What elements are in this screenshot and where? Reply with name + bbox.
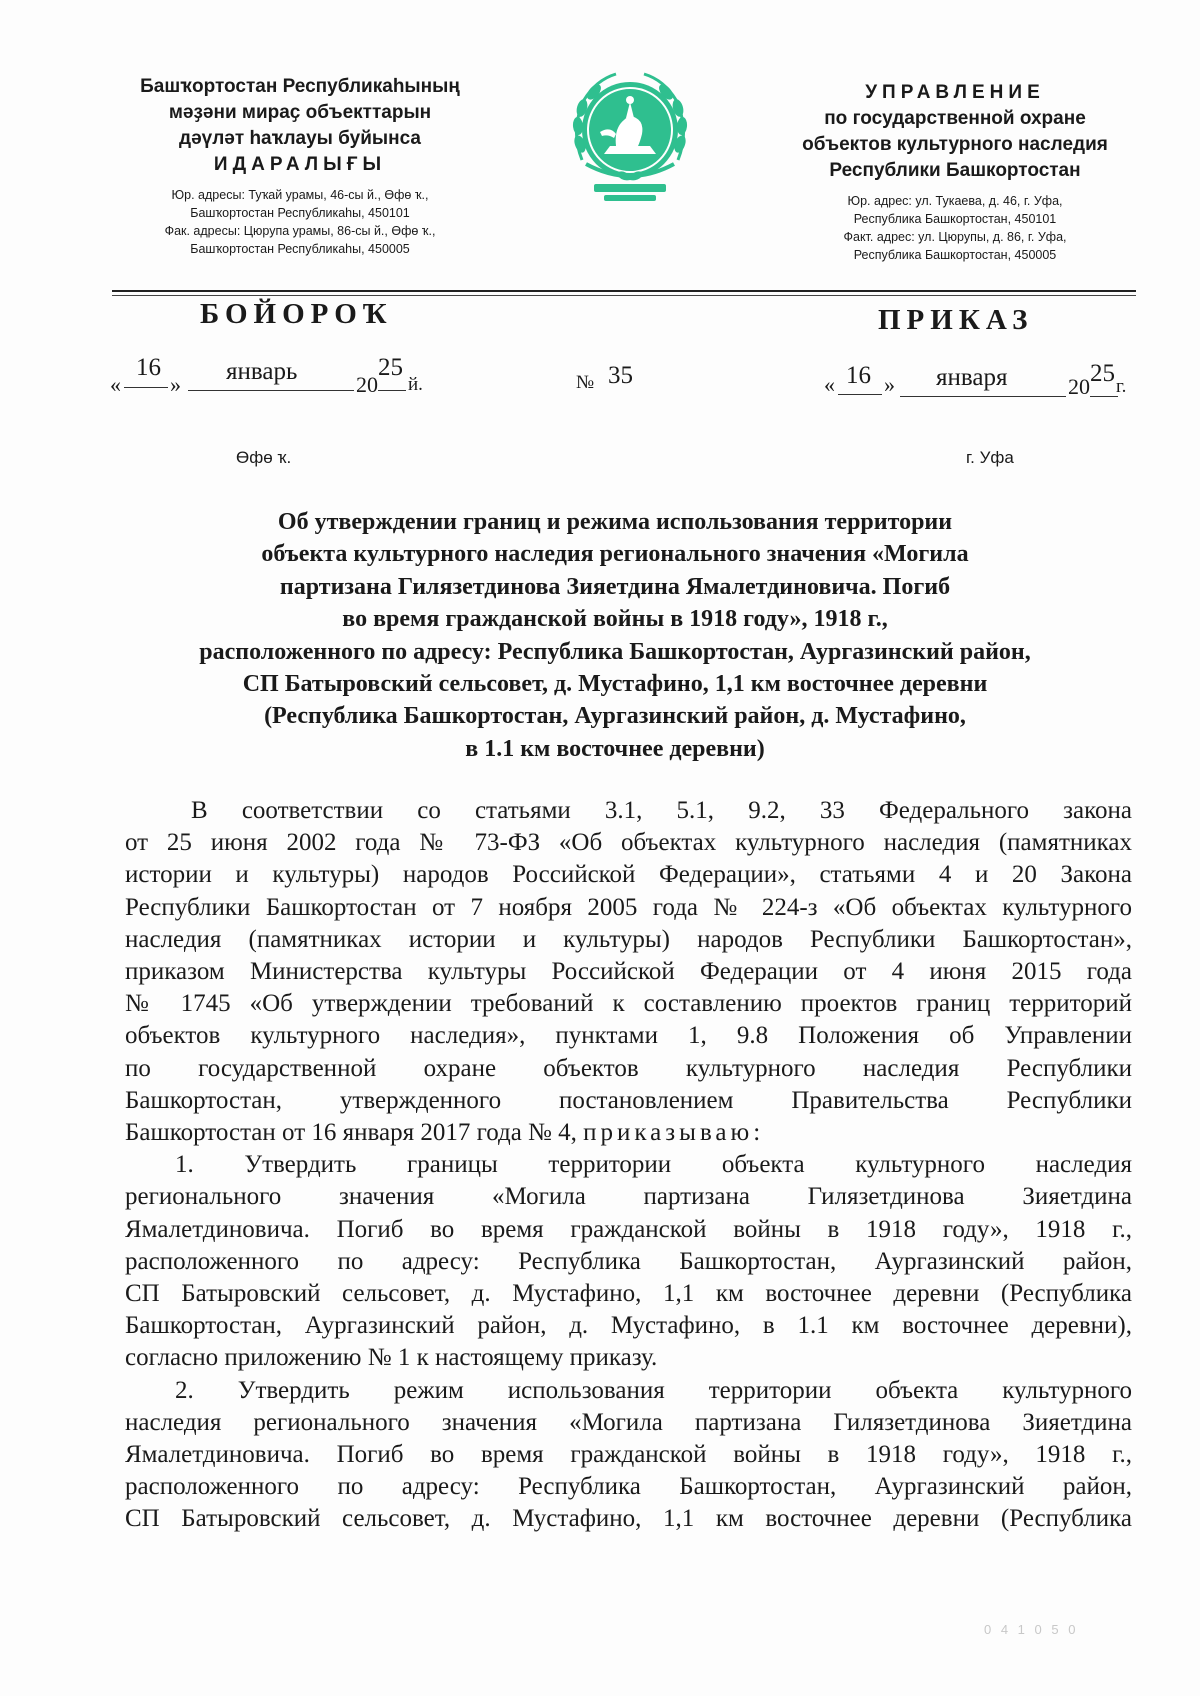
underline xyxy=(188,390,354,391)
underline xyxy=(124,387,168,388)
body-line: по государственной охране объектов культурного наследия Республики xyxy=(125,1054,1132,1082)
item-line: СП Батыровский сельсовет, д. Мустафино, 1,1 км восточнее деревни (Республика xyxy=(125,1505,1132,1533)
open-quote: « xyxy=(110,372,121,397)
year-suffix-right: 25 xyxy=(1090,360,1115,387)
order-number: 35 xyxy=(608,362,633,389)
item-line: расположенного по адресу: Республика Башкортостан, Аургазинский район, xyxy=(125,1247,1132,1275)
item-line: 1. Утвердить границы территории объекта культурного наследия xyxy=(175,1151,1132,1179)
doc-title-russian: ПРИКАЗ xyxy=(878,304,1034,336)
address-line: Башҡортостан Республикаһы, 450101 xyxy=(190,206,410,220)
header-divider-thin xyxy=(112,295,1136,296)
year-unit-left: й. xyxy=(408,374,423,395)
header-left-bashkir xyxy=(100,74,500,258)
item-line: Ямалетдиновича. Погиб во время гражданской войны в 1918 году», 1918 г., xyxy=(125,1215,1132,1243)
item-line: Ямалетдиновича. Погиб во время гражданской войны в 1918 году», 1918 г., xyxy=(125,1441,1132,1469)
order-word: приказываю: xyxy=(583,1119,765,1147)
address-line: Факт. адрес: ул. Цюрупы, д. 86, г. Уфа, xyxy=(843,230,1067,244)
underline xyxy=(378,390,406,391)
org-name-line: УПРАВЛЕНИЕ xyxy=(865,82,1045,103)
body-line: № 1745 «Об утверждении требований к составлению проектов границ территорий xyxy=(125,990,1132,1018)
item-line: расположенного по адресу: Республика Башкортостан, Аургазинский район, xyxy=(125,1473,1132,1501)
address-line: Юр. адресы: Туҡай урамы, 46-сы й., Өфө ҡ., xyxy=(171,188,429,202)
order-subject xyxy=(115,506,1115,765)
underline xyxy=(838,394,882,395)
doc-title-bashkir: БОЙОРОҠ xyxy=(200,298,393,330)
page-footer-mark: 0 4 1 0 5 0 xyxy=(984,1622,1079,1637)
subject-line: в 1.1 км восточнее деревни) xyxy=(465,735,765,762)
year-prefix-right: 20 xyxy=(1068,374,1090,399)
body-line-final xyxy=(125,1117,1132,1149)
body-line: наследия (памятниках истории и культуры) народов Республики Башкортостан», xyxy=(125,925,1132,953)
preamble-end: Башкортостан от 16 января 2017 года № 4, xyxy=(125,1119,577,1147)
year-prefix-left: 20 xyxy=(356,372,378,397)
org-name-line: дәүләт һаҡлауы буйынса xyxy=(179,128,421,149)
address-line: Башҡортостан Республикаһы, 450005 xyxy=(190,242,410,256)
body-line: приказом Министерства культуры Российской Федерации от 4 июня 2015 года xyxy=(125,958,1132,986)
org-name-line: мәҙәни мираҫ объекттарын xyxy=(168,102,432,123)
number-label: № xyxy=(576,372,595,393)
body-line: истории и культуры) народов Российской Федерации», статьями 4 и 20 Закона xyxy=(125,861,1132,889)
header-right-russian xyxy=(780,80,1130,264)
year-unit-right: г. xyxy=(1116,376,1127,397)
item-line: регионального значения «Могила партизана Гилязетдинова Зияетдина xyxy=(125,1183,1132,1211)
address-line: Республика Башкортостан, 450005 xyxy=(853,248,1057,262)
date-month-right: января xyxy=(936,364,1008,391)
body-line: Республики Башкортостан от 7 ноября 2005 года № 224-з «Об объектах культурного xyxy=(125,893,1132,921)
subject-line: объекта культурного наследия регионального значения «Могила xyxy=(261,541,969,568)
emblem-graphic xyxy=(564,64,696,210)
city-russian: г. Уфа xyxy=(966,448,1014,467)
date-day-right: 16 xyxy=(846,362,871,389)
org-name-line: ИДАРАЛЫҒЫ xyxy=(213,154,387,175)
address-line: Республика Башкортостан, 450101 xyxy=(853,212,1057,226)
subject-line: расположенного по адресу: Республика Башкортостан, Аургазинский район, xyxy=(199,638,1031,665)
city-bashkir: Өфө ҡ. xyxy=(236,448,292,467)
body-line: Башкортостан, утвержденного постановлением Правительства Республики xyxy=(125,1086,1132,1114)
org-name-line: Башҡортостан Республикаһының xyxy=(140,76,460,97)
order-body xyxy=(125,795,1132,1536)
body-line: от 25 июня 2002 года № 73-ФЗ «Об объектах культурного наследия (памятниках xyxy=(125,829,1132,857)
org-address xyxy=(100,186,500,258)
subject-line: во время гражданской войны в 1918 году», 1918 г., xyxy=(342,606,888,633)
date-month-left: январь xyxy=(226,358,298,385)
item-line: СП Батыровский сельсовет, д. Мустафино, 1,1 км восточнее деревни (Республика xyxy=(125,1280,1132,1308)
item-line: 2. Утвердить режим использования территории объекта культурного xyxy=(175,1376,1132,1404)
coat-of-arms-icon xyxy=(564,64,696,210)
item-line: Башкортостан, Аургазинский район, д. Мустафино, в 1.1 км восточнее деревни), xyxy=(125,1312,1132,1340)
close-quote: » xyxy=(170,372,181,397)
org-address xyxy=(780,192,1130,264)
org-name-line: Республики Башкортостан xyxy=(829,160,1081,181)
open-quote: « xyxy=(824,372,835,397)
item-line: согласно приложению № 1 к настоящему приказу. xyxy=(125,1344,658,1372)
year-suffix-left: 25 xyxy=(378,354,403,381)
close-quote: » xyxy=(884,372,895,397)
item-line: наследия регионального значения «Могила партизана Гилязетдинова Зияетдина xyxy=(125,1408,1132,1436)
subject-line: Об утверждении границ и режима использования территории xyxy=(277,509,953,535)
body-line: объектов культурного наследия», пунктами 1, 9.8 Положения об Управлении xyxy=(125,1022,1132,1050)
underline xyxy=(1090,396,1118,397)
org-name-line: объектов культурного наследия xyxy=(802,134,1108,155)
subject-line: СП Батыровский сельсовет, д. Мустафино, 1,1 км восточнее деревни xyxy=(242,671,988,698)
header-divider xyxy=(112,290,1136,292)
subject-line: (Республика Башкортостан, Аургазинский район, д. Мустафино, xyxy=(264,703,966,730)
date-day-left: 16 xyxy=(136,354,161,381)
address-line: Юр. адрес: ул. Тукаева, д. 46, г. Уфа, xyxy=(847,194,1063,208)
body-line: В соответствии со статьями 3.1, 5.1, 9.2, 33 Федерального закона xyxy=(191,797,1132,824)
subject-line: партизана Гилязетдинова Зияетдина Ямалетдиновича. Погиб xyxy=(279,573,951,600)
address-line: Фак. адресы: Цюрупа урамы, 86-сы й., Өфө ҡ., xyxy=(164,224,436,238)
org-name-line: по государственной охране xyxy=(824,108,1086,129)
underline xyxy=(900,396,1066,397)
